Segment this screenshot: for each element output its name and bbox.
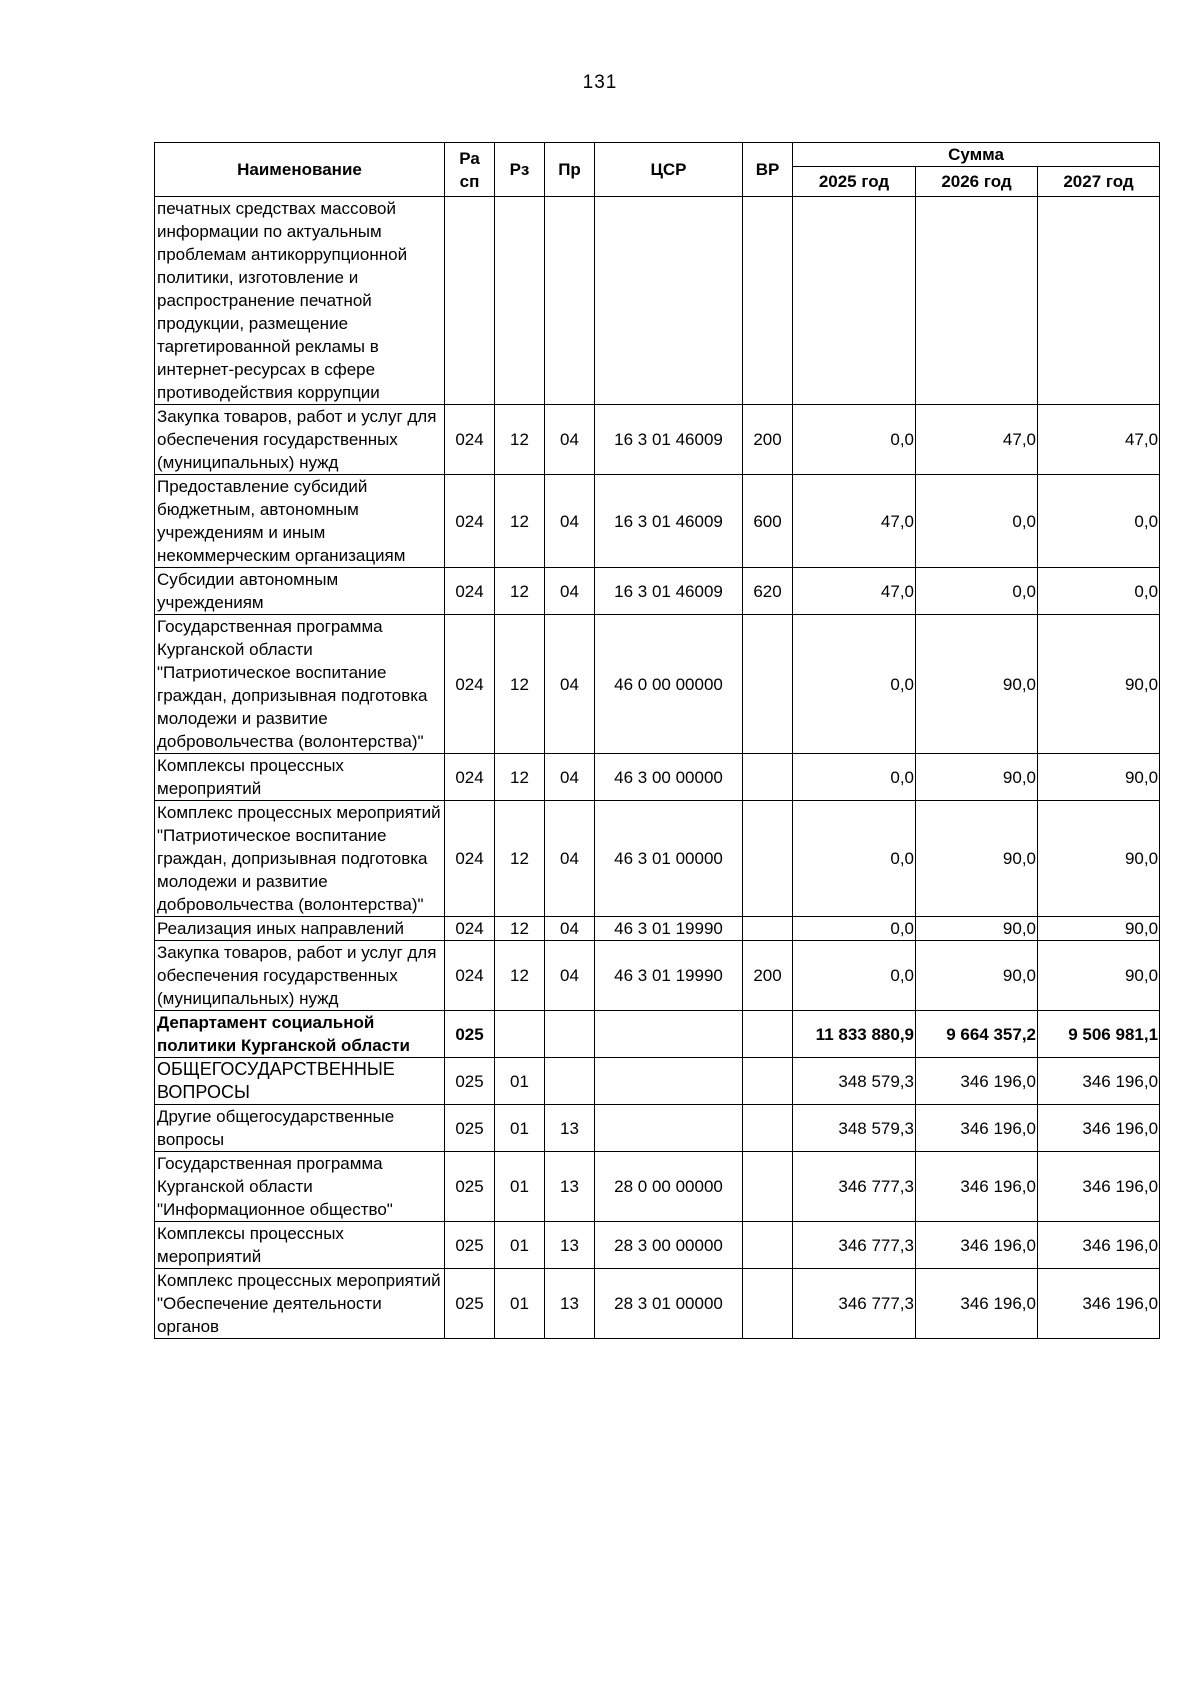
row-name: Комплекс процессных мероприятий "Патриотическое воспитание граждан, допризывная подготовка молодежи и развитие добровольчества (волонтерства)" bbox=[155, 801, 445, 917]
row-rasp: 025 bbox=[445, 1058, 495, 1105]
row-csr: 46 3 01 19990 bbox=[595, 941, 743, 1011]
row-sum-2027: 90,0 bbox=[1038, 801, 1160, 917]
row-sum-2027: 346 196,0 bbox=[1038, 1152, 1160, 1222]
row-name: Субсидии автономным учреждениям bbox=[155, 568, 445, 615]
row-name: Реализация иных направлений bbox=[155, 917, 445, 941]
row-sum-2026 bbox=[916, 197, 1038, 405]
row-vr bbox=[743, 801, 793, 917]
row-rasp bbox=[445, 197, 495, 405]
table-row bbox=[155, 1152, 1160, 1222]
row-sum-2026: 0,0 bbox=[916, 475, 1038, 568]
header-2026: 2026 год bbox=[916, 167, 1038, 197]
row-vr bbox=[743, 1152, 793, 1222]
header-rasp-line1: Ра bbox=[459, 148, 480, 168]
row-sum-2025: 0,0 bbox=[793, 801, 916, 917]
table-row bbox=[155, 405, 1160, 475]
row-sum-2027: 90,0 bbox=[1038, 941, 1160, 1011]
header-row-top bbox=[155, 143, 1160, 167]
row-pr: 13 bbox=[545, 1105, 595, 1152]
page-number: 131 bbox=[582, 72, 618, 93]
row-pr: 04 bbox=[545, 917, 595, 941]
row-sum-2025: 0,0 bbox=[793, 941, 916, 1011]
row-name: Комплексы процессных мероприятий bbox=[155, 1222, 445, 1269]
row-rasp: 025 bbox=[445, 1222, 495, 1269]
row-name: Закупка товаров, работ и услуг для обеспечения государственных (муниципальных) нужд bbox=[155, 405, 445, 475]
table-row bbox=[155, 1269, 1160, 1339]
row-sum-2025: 47,0 bbox=[793, 475, 916, 568]
row-rz: 01 bbox=[495, 1269, 545, 1339]
row-rz: 12 bbox=[495, 917, 545, 941]
row-vr bbox=[743, 754, 793, 801]
row-rasp: 024 bbox=[445, 801, 495, 917]
table-row bbox=[155, 941, 1160, 1011]
row-pr: 04 bbox=[545, 405, 595, 475]
row-rz bbox=[495, 1011, 545, 1058]
table-row bbox=[155, 917, 1160, 941]
row-pr: 04 bbox=[545, 568, 595, 615]
row-sum-2025: 348 579,3 bbox=[793, 1058, 916, 1105]
row-sum-2027: 90,0 bbox=[1038, 754, 1160, 801]
row-pr: 04 bbox=[545, 475, 595, 568]
row-csr: 28 3 01 00000 bbox=[595, 1269, 743, 1339]
row-vr bbox=[743, 1058, 793, 1105]
row-rasp: 025 bbox=[445, 1269, 495, 1339]
row-rz: 12 bbox=[495, 801, 545, 917]
row-sum-2026: 90,0 bbox=[916, 917, 1038, 941]
header-sum: Сумма bbox=[793, 143, 1160, 167]
row-rz: 01 bbox=[495, 1222, 545, 1269]
row-sum-2027: 0,0 bbox=[1038, 475, 1160, 568]
row-sum-2026: 47,0 bbox=[916, 405, 1038, 475]
row-name: Государственная программа Курганской области "Информационное общество" bbox=[155, 1152, 445, 1222]
row-vr: 200 bbox=[743, 941, 793, 1011]
row-vr bbox=[743, 1105, 793, 1152]
row-pr bbox=[545, 1011, 595, 1058]
row-vr: 620 bbox=[743, 568, 793, 615]
row-sum-2026: 90,0 bbox=[916, 615, 1038, 754]
row-sum-2025: 11 833 880,9 bbox=[793, 1011, 916, 1058]
row-csr bbox=[595, 1058, 743, 1105]
row-sum-2025: 0,0 bbox=[793, 917, 916, 941]
row-csr: 16 3 01 46009 bbox=[595, 475, 743, 568]
row-sum-2027: 346 196,0 bbox=[1038, 1058, 1160, 1105]
row-rz: 12 bbox=[495, 615, 545, 754]
row-csr: 46 3 01 19990 bbox=[595, 917, 743, 941]
row-vr bbox=[743, 197, 793, 405]
table-row bbox=[155, 1105, 1160, 1152]
table-row bbox=[155, 615, 1160, 754]
row-rz: 12 bbox=[495, 754, 545, 801]
row-sum-2026: 346 196,0 bbox=[916, 1105, 1038, 1152]
row-pr: 13 bbox=[545, 1269, 595, 1339]
row-rasp: 024 bbox=[445, 941, 495, 1011]
row-pr: 04 bbox=[545, 941, 595, 1011]
row-sum-2025: 0,0 bbox=[793, 615, 916, 754]
table-body bbox=[155, 197, 1160, 1339]
row-name: Предоставление субсидий бюджетным, автономным учреждениям и иным некоммерческим организациям bbox=[155, 475, 445, 568]
row-vr bbox=[743, 1269, 793, 1339]
row-sum-2027: 0,0 bbox=[1038, 568, 1160, 615]
row-sum-2026: 9 664 357,2 bbox=[916, 1011, 1038, 1058]
row-name: Комплекс процессных мероприятий "Обеспечение деятельности органов bbox=[155, 1269, 445, 1339]
row-sum-2026: 90,0 bbox=[916, 941, 1038, 1011]
header-2025: 2025 год bbox=[793, 167, 916, 197]
row-name: Закупка товаров, работ и услуг для обеспечения государственных (муниципальных) нужд bbox=[155, 941, 445, 1011]
row-csr: 28 0 00 00000 bbox=[595, 1152, 743, 1222]
row-rz: 12 bbox=[495, 941, 545, 1011]
table-row-department bbox=[155, 1011, 1160, 1058]
row-rasp: 024 bbox=[445, 405, 495, 475]
row-rasp: 025 bbox=[445, 1011, 495, 1058]
row-rz: 01 bbox=[495, 1058, 545, 1105]
row-csr bbox=[595, 1105, 743, 1152]
row-sum-2027 bbox=[1038, 197, 1160, 405]
header-pr: Пр bbox=[545, 143, 595, 197]
row-sum-2025: 346 777,3 bbox=[793, 1152, 916, 1222]
row-csr: 46 3 01 00000 bbox=[595, 801, 743, 917]
row-sum-2027: 9 506 981,1 bbox=[1038, 1011, 1160, 1058]
header-name: Наименование bbox=[155, 143, 445, 197]
row-sum-2026: 346 196,0 bbox=[916, 1222, 1038, 1269]
row-pr: 13 bbox=[545, 1222, 595, 1269]
header-rasp bbox=[445, 143, 495, 197]
row-sum-2025: 346 777,3 bbox=[793, 1269, 916, 1339]
row-vr bbox=[743, 615, 793, 754]
row-sum-2026: 90,0 bbox=[916, 754, 1038, 801]
row-pr: 13 bbox=[545, 1152, 595, 1222]
row-sum-2027: 346 196,0 bbox=[1038, 1105, 1160, 1152]
header-2027: 2027 год bbox=[1038, 167, 1160, 197]
row-pr bbox=[545, 197, 595, 405]
table-row bbox=[155, 1222, 1160, 1269]
row-sum-2025: 0,0 bbox=[793, 754, 916, 801]
row-sum-2026: 90,0 bbox=[916, 801, 1038, 917]
row-rasp: 024 bbox=[445, 475, 495, 568]
row-rz: 12 bbox=[495, 475, 545, 568]
row-csr: 16 3 01 46009 bbox=[595, 405, 743, 475]
row-csr bbox=[595, 1011, 743, 1058]
row-pr: 04 bbox=[545, 615, 595, 754]
row-sum-2026: 346 196,0 bbox=[916, 1152, 1038, 1222]
row-csr: 16 3 01 46009 bbox=[595, 568, 743, 615]
row-rz: 01 bbox=[495, 1105, 545, 1152]
row-pr: 04 bbox=[545, 754, 595, 801]
header-rz: Рз bbox=[495, 143, 545, 197]
row-name: Комплексы процессных мероприятий bbox=[155, 754, 445, 801]
row-sum-2025 bbox=[793, 197, 916, 405]
row-vr: 600 bbox=[743, 475, 793, 568]
row-sum-2027: 47,0 bbox=[1038, 405, 1160, 475]
row-rz: 12 bbox=[495, 405, 545, 475]
budget-table bbox=[154, 142, 1160, 1339]
row-sum-2026: 0,0 bbox=[916, 568, 1038, 615]
header-csr: ЦСР bbox=[595, 143, 743, 197]
table-row bbox=[155, 475, 1160, 568]
row-csr: 46 3 00 00000 bbox=[595, 754, 743, 801]
row-sum-2025: 47,0 bbox=[793, 568, 916, 615]
row-csr: 46 0 00 00000 bbox=[595, 615, 743, 754]
row-pr: 04 bbox=[545, 801, 595, 917]
row-sum-2027: 346 196,0 bbox=[1038, 1269, 1160, 1339]
table-row-section bbox=[155, 1058, 1160, 1105]
row-csr: 28 3 00 00000 bbox=[595, 1222, 743, 1269]
table-row bbox=[155, 568, 1160, 615]
header-rasp-line2: сп bbox=[459, 171, 480, 191]
row-sum-2025: 0,0 bbox=[793, 405, 916, 475]
row-sum-2026: 346 196,0 bbox=[916, 1058, 1038, 1105]
row-rasp: 025 bbox=[445, 1152, 495, 1222]
row-name: печатных средствах массовой информации по актуальным проблемам антикоррупционной политики, изготовление и распространение печатной продукции, размещение таргетированной рекламы в интернет-ресурсах в сфере противодействия коррупции bbox=[155, 197, 445, 405]
table-row bbox=[155, 197, 1160, 405]
row-sum-2027: 90,0 bbox=[1038, 917, 1160, 941]
row-vr: 200 bbox=[743, 405, 793, 475]
row-sum-2027: 90,0 bbox=[1038, 615, 1160, 754]
row-vr bbox=[743, 1011, 793, 1058]
header-vr: ВР bbox=[743, 143, 793, 197]
row-name: ОБЩЕГОСУДАРСТВЕННЫЕ ВОПРОСЫ bbox=[155, 1058, 445, 1105]
row-name: Департамент социальной политики Курганской области bbox=[155, 1011, 445, 1058]
row-sum-2025: 346 777,3 bbox=[793, 1222, 916, 1269]
row-sum-2027: 346 196,0 bbox=[1038, 1222, 1160, 1269]
row-name: Государственная программа Курганской области "Патриотическое воспитание граждан, допризывная подготовка молодежи и развитие добровольчества (волонтерства)" bbox=[155, 615, 445, 754]
row-csr bbox=[595, 197, 743, 405]
row-vr bbox=[743, 1222, 793, 1269]
table-row bbox=[155, 801, 1160, 917]
row-rz: 12 bbox=[495, 568, 545, 615]
row-sum-2026: 346 196,0 bbox=[916, 1269, 1038, 1339]
table-row bbox=[155, 754, 1160, 801]
row-rz: 01 bbox=[495, 1152, 545, 1222]
row-rasp: 024 bbox=[445, 568, 495, 615]
row-rasp: 024 bbox=[445, 917, 495, 941]
row-rasp: 025 bbox=[445, 1105, 495, 1152]
row-rasp: 024 bbox=[445, 615, 495, 754]
row-pr bbox=[545, 1058, 595, 1105]
row-vr bbox=[743, 917, 793, 941]
row-name: Другие общегосударственные вопросы bbox=[155, 1105, 445, 1152]
row-rz bbox=[495, 197, 545, 405]
row-sum-2025: 348 579,3 bbox=[793, 1105, 916, 1152]
row-rasp: 024 bbox=[445, 754, 495, 801]
